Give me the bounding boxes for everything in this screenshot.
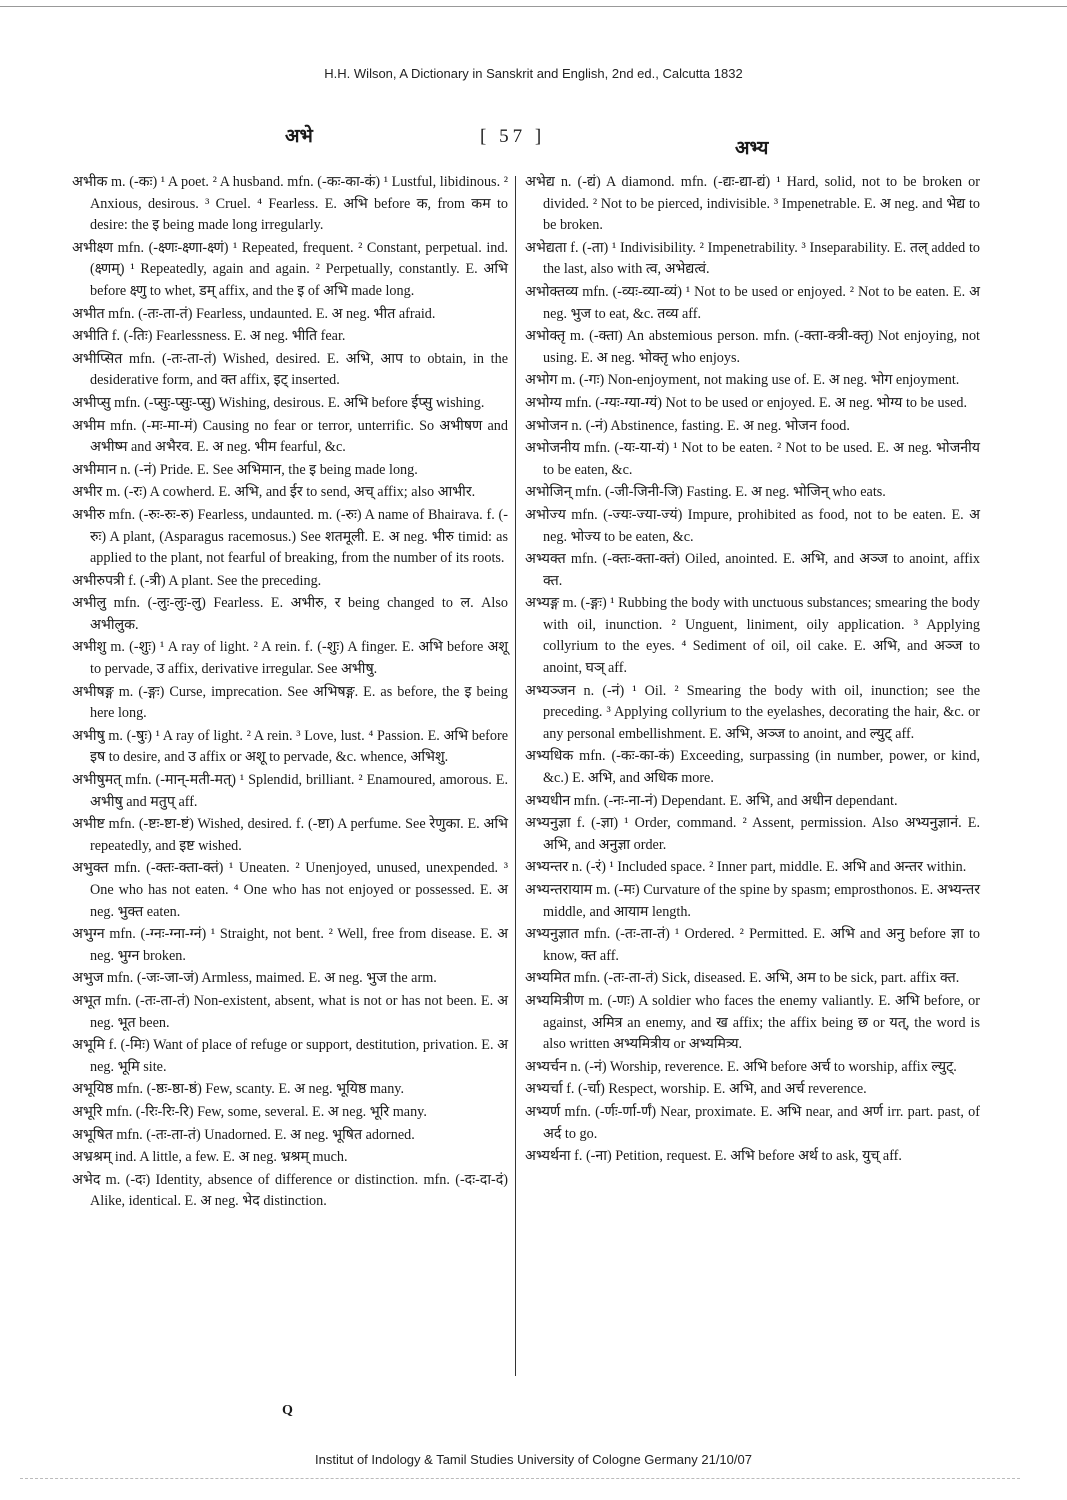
dictionary-entry: अभीरुपत्री f. (-त्री) A plant. See the preceding. [72, 572, 322, 589]
right-column [525, 172, 980, 1169]
running-head-right: अभ्य [735, 137, 769, 159]
dictionary-entry: अभेद m. (-दः) Identity, absence of difference or distinction. mfn. (-दः-दा-दं) Alike, identical. E. अ neg. भेद distinction. [72, 1171, 508, 1210]
dictionary-entry: अभ्यमित्रीण m. (-णः) A soldier who faces the enemy valiantly. E. अभि before, or against, अमित्र an enemy, and ख affix; the affix being छ or यत्, the word is also written अभ्यमित्रीय or अभ्यमित्र्य. [525, 992, 980, 1053]
dictionary-entry: अभ्यर्चा f. (-र्चा) Respect, worship. E. अभि, and अर्च reverence. [525, 1081, 867, 1098]
dictionary-entry: अभेद्यता f. (-ता) ¹ Indivisibility. ² Impenetrability. ³ Inseparability. E. तल् added to the last, also with त्व, अभेद्यत्वं. [525, 239, 980, 278]
dictionary-entry: अभ्यनुज्ञा f. (-ज्ञा) ¹ Order, command. ² Assent, permission. Also अभ्यनुज्ञानं. E. अभि, and अनुज्ञा order. [525, 815, 980, 853]
dictionary-entry: अभोजन n. (-नं) Abstinence, fasting. E. अ neg. भोजन food. [525, 417, 850, 434]
dictionary-entry: अभोज्य mfn. (-ज्यः-ज्या-ज्यं) Impure, prohibited as food, not to be eaten. E. अ neg. भोज्य to be eaten, &c. [525, 506, 980, 545]
dictionary-entry: अभीम mfn. (-मः-मा-मं) Causing no fear or terror, unterrific. So अभीषण and अभीष्म and अभैरव. E. अ neg. भीम fearful, &c. [72, 417, 508, 456]
dictionary-entry: अभ्रश्रम् ind. A little, a few. E. अ neg. भ्रश्रम् much. [72, 1149, 348, 1166]
dictionary-entry: अभुज mfn. (-जः-जा-जं) Armless, maimed. E. अ neg. भुज the arm. [72, 970, 437, 987]
dictionary-entry: अभेद्य n. (-द्यं) A diamond. mfn. (-द्यः-द्या-द्यं) ¹ Hard, solid, not to be broken or divided. ² Not to be pierced, indivisible. ³ Impenetrable. E. अ neg. and भेद्य to be broken. [525, 174, 980, 234]
dictionary-entry: अभीशु m. (-शुः) ¹ A ray of light. ² A rein. f. (-शुः) A finger. E. अभि before अशू to pervade, उ affix, derivative irregular. See अभीषु. [72, 639, 508, 678]
dictionary-entry: अभीक्ष्ण mfn. (-क्ष्णः-क्ष्णा-क्ष्णं) ¹ Repeated, frequent. ² Constant, perpetual. ind. (क्ष्णम्) ¹ Repeatedly, again and again. ² Perpetually, constantly. E. अभि before क्ष्णु to whet, डम् affix, and the इ of अभि made long. [72, 239, 508, 299]
dictionary-entry: अभ्यन्तर n. (-रं) ¹ Included space. ² Inner part, middle. E. अभि and अन्तर within. [525, 859, 967, 876]
dictionary-entry: अभोजनीय mfn. (-यः-या-यं) ¹ Not to be eaten. ² Not to be used. E. अ neg. भोजनीय to be eaten, &c. [525, 440, 980, 478]
dictionary-entry: अभीषुमत् mfn. (-मान्-मती-मत्) ¹ Splendid, brilliant. ² Enamoured, amorous. E. अभीषु and मतुप् aff. [72, 772, 508, 810]
dictionary-entry: अभोग m. (-गः) Non-enjoyment, not making use of. E. अ neg. भोग enjoyment. [525, 372, 960, 389]
dictionary-entry: अभ्यर्ण mfn. (-र्णः-र्णा-र्णं) Near, proximate. E. अभि near, and अर्ण irr. part. past, of अर्द to go. [525, 1103, 980, 1142]
bottom-rule [20, 1478, 1020, 1479]
dictionary-entry: अभोजिन् mfn. (-जी-जिनी-जि) Fasting. E. अ neg. भोजिन् who eats. [525, 484, 886, 501]
dictionary-entry: अभूषित mfn. (-तः-ता-तं) Unadorned. E. अ neg. भूषित adorned. [72, 1126, 415, 1143]
left-column [72, 172, 508, 1214]
dictionary-entry: अभ्यधीन mfn. (-नः-ना-नं) Dependant. E. अभि, and अधीन dependant. [525, 792, 898, 809]
dictionary-entry: अभोक्तृ m. (-क्ता) An abstemious person. mfn. (-क्ता-क्त्री-क्तृ) Not enjoying, not using. E. अ neg. भोक्तृ who enjoys. [525, 328, 980, 366]
dictionary-entry: अभीप्सित mfn. (-तः-ता-तं) Wished, desired. E. अभि, आप to obtain, in the desiderative form, and क्त affix, इट् inserted. [72, 350, 508, 389]
dictionary-entry: अभीरु mfn. (-रुः-रुः-रु) Fearless, undaunted. m. (-रुः) A name of Bhairava. f. (-रुः) A plant, (Asparagus racemosus.) See शतमूली. E. अ neg. भीरु timid: as applied to the plant, not fearful of breaking, from the number of its roots. [72, 506, 508, 567]
column-divider [515, 176, 516, 1376]
dictionary-entry: अभ्यधिक mfn. (-कः-का-कं) Exceeding, surpassing (in number, power, or kind, &c.) E. अभि, and अधिक more. [525, 748, 980, 787]
dictionary-entry: अभीषु m. (-षुः) ¹ A ray of light. ² A rein. ³ Love, lust. ⁴ Passion. E. अभि before इष to desire, and उ affix or अशू to pervade, &c. whence, अभिशु. [72, 727, 508, 766]
dictionary-entry: अभीति f. (-तिः) Fearlessness. E. अ neg. भीति fear. [72, 328, 346, 345]
dictionary-entry: अभ्यर्चन n. (-नं) Worship, reverence. E. अभि before अर्च to worship, affix ल्युट्. [525, 1058, 957, 1075]
dictionary-entry: अभीत mfn. (-तः-ता-तं) Fearless, undaunted. E. अ neg. भीत afraid. [72, 305, 436, 322]
dictionary-entry: अभ्यर्थना f. (-ना) Petition, request. E. अभि before अर्थ to ask, युच् aff. [525, 1148, 902, 1165]
dictionary-entry: अभ्यन्तरायाम m. (-मः) Curvature of the spine by spasm; emprosthonos. E. अभ्यन्तर middle, and आयाम length. [525, 882, 980, 920]
dictionary-entry: अभ्यमित mfn. (-तः-ता-तं) Sick, diseased. E. अभि, अम to be sick, part. affix क्त. [525, 970, 960, 987]
dictionary-entry: अभुग्न mfn. (-ग्नः-ग्ना-ग्नं) ¹ Straight, not bent. ² Well, free from disease. E. अ neg. भुग्न broken. [72, 926, 508, 964]
dictionary-entry: अभूमि f. (-मिः) Want of place of refuge or support, destitution, privation. E. अ neg. भूमि site. [72, 1037, 508, 1075]
dictionary-entry: अभ्यनुज्ञात mfn. (-तः-ता-तं) ¹ Ordered. ² Permitted. E. अभि and अनु before ज्ञा to know, क्त aff. [525, 926, 980, 964]
top-rule [0, 6, 1067, 7]
dictionary-entry: अभूत mfn. (-तः-ता-तं) Non-existent, absent, what is not or has not been. E. अ neg. भूत been. [72, 992, 508, 1031]
dictionary-entry: अभीक m. (-कः) ¹ A poet. ² A husband. mfn. (-कः-का-कं) ¹ Lustful, libidinous. ² Anxious, desirous. ³ Cruel. ⁴ Fearless. E. अभि before क, from कम to desire: the इ being made long irregularly. [72, 174, 508, 234]
dictionary-entry: अभुक्त mfn. (-क्तः-क्ता-क्तं) ¹ Uneaten. ² Unenjoyed, unused, unexpended. ³ One who has not eaten. ⁴ One who has not enjoyed or possessed. E. अ neg. भुक्त eaten. [72, 860, 508, 920]
dictionary-entry: अभीमान n. (-नं) Pride. E. See अभिमान, the इ being made long. [72, 461, 418, 478]
dictionary-entry: अभूरि mfn. (-रिः-रिः-रि) Few, some, several. E. अ neg. भूरि many. [72, 1103, 427, 1120]
dictionary-entry: अभोग्य mfn. (-ग्यः-ग्या-ग्यं) Not to be used or enjoyed. E. अ neg. भोग्य to be used. [525, 394, 968, 411]
dictionary-entry: अभीषङ्ग m. (-ङ्गः) Curse, imprecation. See अभिषङ्ग. E. as before, the इ being here long. [72, 683, 508, 722]
dictionary-entry: अभीप्सु mfn. (-प्सुः-प्सुः-प्सु) Wishing, desirous. E. अभि before ईप्सु wishing. [72, 394, 485, 411]
source-footer: Institut of Indology & Tamil Studies University of Cologne Germany 21/10/07 [315, 1452, 752, 1467]
dictionary-entry: अभ्यक्त mfn. (-क्तः-क्ता-क्तं) Oiled, anointed. E. अभि, and अञ्ज to anoint, affix क्त. [525, 551, 980, 589]
dictionary-entry: अभ्यञ्जन n. (-नं) ¹ Oil. ² Smearing the body with oil, inunction; see the preceding. ³ Applying collyrium to the eyelashes, decorating the hair, &c. or any personal embellishment. E. अभि, अञ्ज to anoint, and ल्युट् aff. [525, 682, 980, 742]
dictionary-entry: अभूयिष्ठ mfn. (-ष्ठः-ष्ठा-ष्ठं) Few, scanty. E. अ neg. भूयिष्ठ many. [72, 1081, 405, 1098]
signature-mark: Q [282, 1403, 293, 1418]
dictionary-entry: अभ्यङ्ग m. (-ङ्गः) ¹ Rubbing the body with unctuous substances; smearing the body with oil, inunction. ² Unguent, liniment, oily application. ³ Applying collyrium to the eyes. ⁴ Sediment of oil, oil cake. E. अभि, and अञ्ज to anoint, घञ् aff. [525, 595, 980, 677]
dictionary-entry: अभीष्ट mfn. (-ष्टः-ष्टा-ष्टं) Wished, desired. f. (-ष्टा) A perfume. See रेणुका. E. अभि repeatedly, and इष्ट wished. [72, 816, 508, 854]
dictionary-entry: अभीलु mfn. (-लुः-लुः-लु) Fearless. E. अभीरु, र being changed to ल. Also अभीलुक. [72, 595, 508, 633]
source-header: H.H. Wilson, A Dictionary in Sanskrit and English, 2nd ed., Calcutta 1832 [324, 66, 743, 81]
dictionary-entry: अभोक्तव्य mfn. (-व्यः-व्या-व्यं) ¹ Not to be used or enjoyed. ² Not to be eaten. E. अ neg. भुज to eat, &c. तव्य aff. [525, 283, 980, 322]
page-number: [ 57 ] [480, 126, 546, 147]
dictionary-entry: अभीर m. (-रः) A cowherd. E. अभि, and ईर to send, अच् affix; also आभीर. [72, 484, 476, 501]
running-head-left: अभे [285, 125, 313, 147]
